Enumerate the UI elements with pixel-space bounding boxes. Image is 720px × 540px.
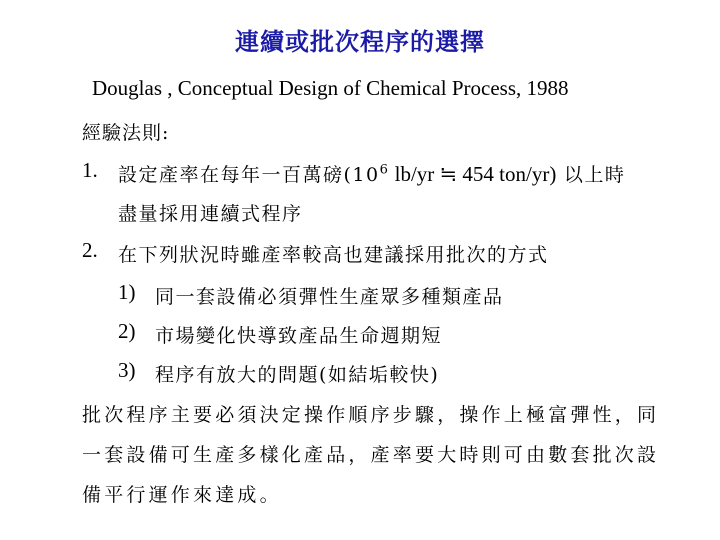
rule-1-number: 1. xyxy=(82,158,98,182)
rule-1-line-2: 盡量採用連續式程序 xyxy=(118,203,303,225)
rule-1-prefix: 設定產率在每年一百萬磅(10 xyxy=(118,164,380,186)
rule-2-number: 2. xyxy=(82,238,98,262)
subitem-1-text: 同一套設備必須彈性生產眾多種類產品 xyxy=(155,286,504,308)
paragraph-line-2: 一套設備可生產多樣化產品，產率要大時則可由數套批次設 xyxy=(82,444,660,466)
rule-1-exponent: 6 xyxy=(379,162,390,178)
rule-2-text: 在下列狀況時雖產率較高也建議採用批次的方式 xyxy=(118,244,549,266)
rule-1-suffix: 以上時 xyxy=(556,164,626,186)
subitem-3-number: 3) xyxy=(118,358,136,382)
page-title: 連續或批次程序的選擇 xyxy=(235,27,485,56)
paragraph-line-1: 批次程序主要必須決定操作順序步驟，操作上極富彈性，同 xyxy=(82,404,660,426)
reference-citation: Douglas , Conceptual Design of Chemical Process, 1988 xyxy=(92,76,569,100)
subitem-1-number: 1) xyxy=(118,280,136,304)
rule-1-units: lb/yr ≒ 454 ton/yr) xyxy=(389,162,557,186)
rule-1-line-1 xyxy=(118,160,625,187)
subitem-2-number: 2) xyxy=(118,319,136,343)
rules-heading: 經驗法則: xyxy=(82,122,170,144)
subitem-3-text: 程序有放大的問題(如結垢較快) xyxy=(155,364,440,386)
subitem-2-text: 市場變化快導致產品生命週期短 xyxy=(155,325,443,347)
paragraph-line-3: 備平行運作來達成。 xyxy=(82,484,282,506)
